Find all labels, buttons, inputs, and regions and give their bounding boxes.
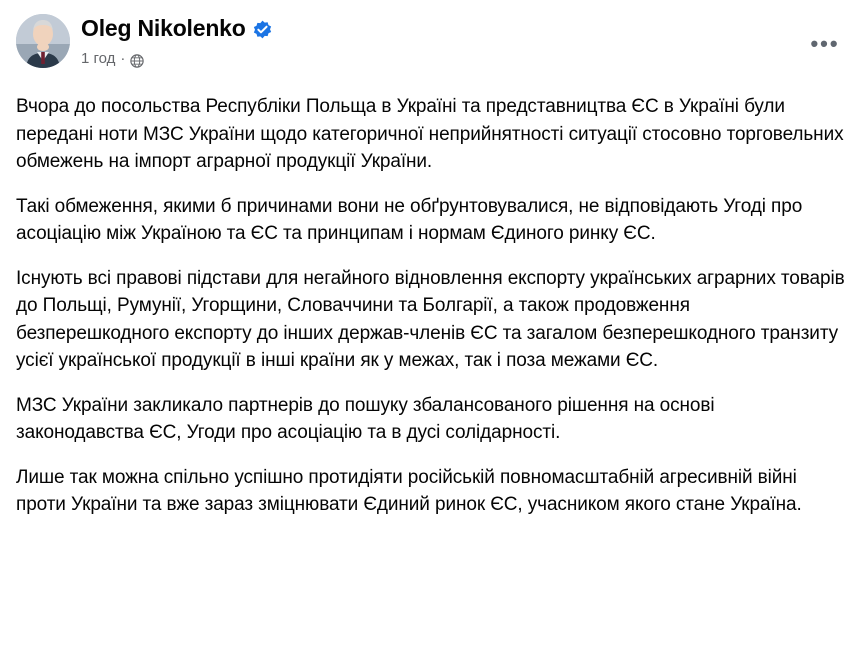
globe-icon[interactable] (130, 54, 144, 68)
meta-separator: · (120, 50, 126, 67)
more-options-icon: ••• (810, 31, 840, 56)
author-name[interactable]: Oleg Nikolenko (81, 15, 246, 41)
post-text (16, 93, 850, 519)
verified-badge-icon (253, 20, 272, 39)
post-header (16, 12, 845, 76)
post-paragraph: МЗС України закликало партнерів до пошуку збалансованого рішення на основі законодавства ЄС, Угоди про асоціацію та в дусі солідарності. (16, 394, 720, 443)
post-author-block (81, 12, 845, 67)
author-name-row (81, 14, 845, 42)
post-paragraph: Лише так можна спільно успішно протидіяти російській повномасштабній агресивній війні проти України та вже зараз зміцнювати Єдиний ринок ЄС, учасником якого стане Україна. (16, 466, 802, 515)
post-meta (81, 51, 845, 67)
post-paragraph: Такі обмеження, якими б причинами вони не обґрунтовувалися, не відповідають Угоді про асоціацію між Україною та ЄС та принципам і нормам Єдиного ринку ЄС. (16, 195, 808, 244)
post-paragraph: Існують всі правові підстави для негайного відновлення експорту українських аграрних товарів до Польщі, Румунії, Угорщини, Словаччини та Болгарії, а також продовження безперешкодного експорту до інших держав-членів ЄС та загалом безперешкодного транзиту усієї української продукції в інші країни як у межах, так і поза межами ЄС. (16, 267, 850, 371)
avatar[interactable] (16, 14, 70, 68)
post-timestamp[interactable]: 1 год (81, 50, 116, 67)
post-paragraph: Вчора до посольства Республіки Польща в Україні та представництва ЄС в Україні були передані ноти МЗС України щодо категоричної неприйнятності ситуації стосовно торговельних обмежень на імпорт аграрної продукції України. (16, 96, 849, 172)
post-options-button[interactable] (807, 26, 843, 62)
